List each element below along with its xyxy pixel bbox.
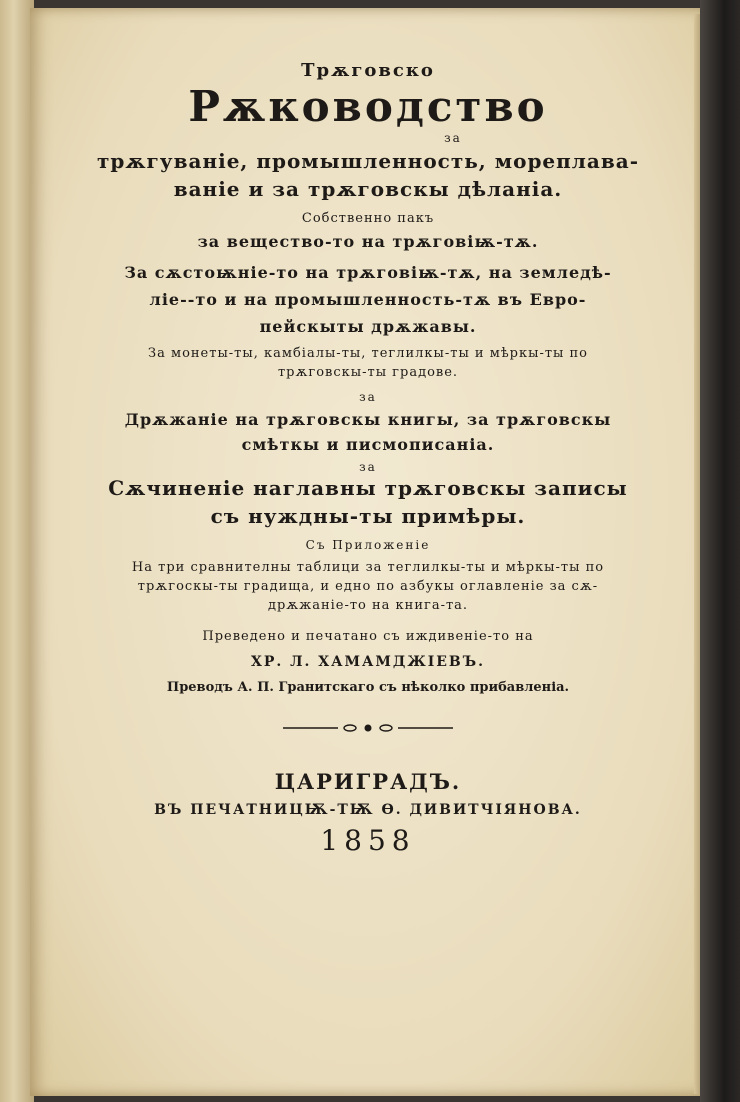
connector-za-3: за bbox=[359, 460, 377, 474]
appendix-line-1: На три сравнителны таблици за теглилкы-ты и мѣркы-ты по bbox=[131, 560, 605, 575]
subtitle-line-5: За сѫстоѭніе-то на трѫговіѭ-тѫ, на земледѣ- bbox=[124, 263, 612, 282]
book-cover-right bbox=[700, 0, 740, 1102]
translator-note: Преводъ А. П. Гранитскаго съ нѣколко прибавленіа. bbox=[166, 680, 570, 695]
appendix-line-2: трѫгоскы-ты градища, и едно по азбукы оглавленіе за сѫ- bbox=[137, 579, 599, 594]
subtitle-line-10: Дрѫжаніе на трѫговскы книгы, за трѫговскы bbox=[124, 410, 612, 429]
subtitle-line-2: ваніе и за трѫговскы дѣланіа. bbox=[173, 177, 563, 201]
publisher-name: ХР. Л. ХАМАМДЖІЕВЪ. bbox=[250, 654, 486, 670]
connector-za-1: за bbox=[444, 131, 462, 145]
appendix-line-3: дрѫжаніе-то на книга-та. bbox=[267, 598, 469, 613]
title-page-text bbox=[30, 56, 706, 857]
imprint-year: 1858 bbox=[320, 824, 416, 857]
subtitle-line-4: за вещество-то на трѫговіѭ-тѫ. bbox=[197, 232, 539, 251]
heading-line-1: Трѫговско bbox=[301, 60, 435, 81]
book-spine-left bbox=[0, 0, 34, 1102]
subtitle-line-1: трѫгуваніе, промышленность, мореплава- bbox=[96, 149, 640, 173]
subtitle-line-13: съ нуждны-ты примѣры. bbox=[210, 504, 526, 528]
appendix-label: Съ Приложеніе bbox=[305, 538, 431, 552]
subtitle-line-3: Собственно пакъ bbox=[301, 211, 435, 226]
subtitle-line-6: ліе--то и на промышленность-тѫ въ Евро- bbox=[149, 290, 587, 309]
subtitle-line-9: трѫговскы-ты градове. bbox=[277, 365, 459, 380]
connector-za-2: за bbox=[359, 390, 377, 404]
main-title: Рѫководство bbox=[188, 82, 548, 131]
subtitle-line-12: Сѫчиненіе наглавны трѫговскы записы bbox=[108, 476, 628, 500]
subtitle-line-8: За монеты-ты, камбіалы-ты, теглилкы-ты и мѣркы-ты по bbox=[147, 346, 589, 361]
ornament-divider bbox=[283, 723, 453, 733]
imprint-city: ЦАРИГРАДЪ. bbox=[274, 769, 462, 794]
subtitle-line-7: пейскыты дрѫжавы. bbox=[259, 317, 477, 336]
imprint-press: ВЪ ПЕЧАТНИЦѬ-ТѬ Ѳ. ДИВИТЧІЯНОВА. bbox=[154, 802, 582, 818]
translation-note: Преведено и печатано съ иждивеніе-то на bbox=[202, 629, 534, 644]
subtitle-line-11: смѣткы и писмописаніа. bbox=[241, 435, 495, 454]
